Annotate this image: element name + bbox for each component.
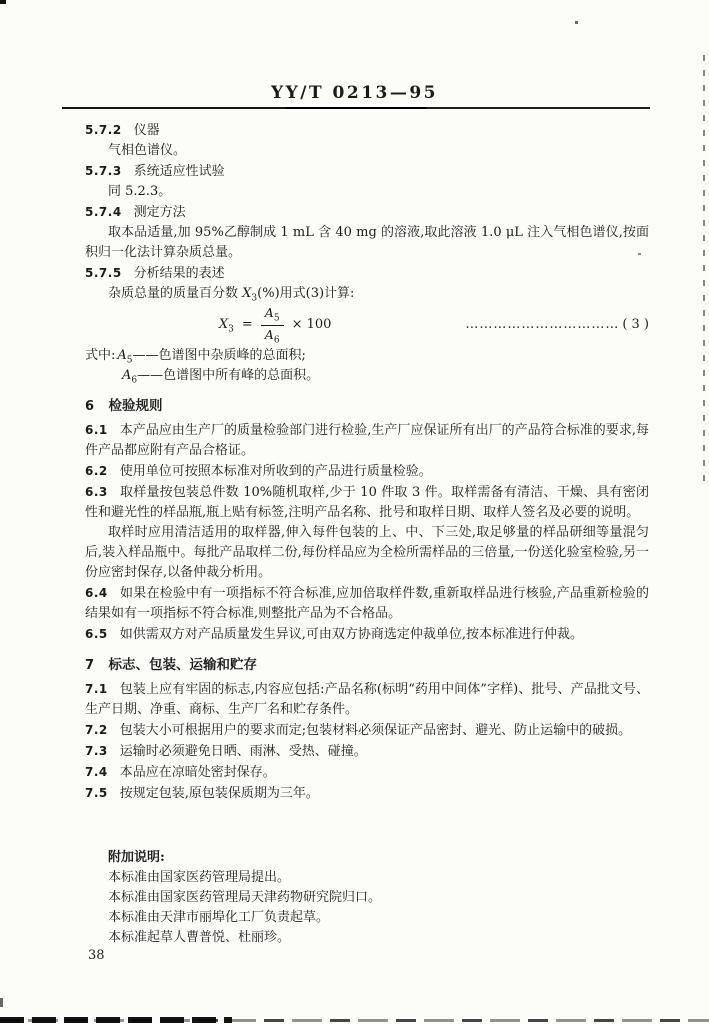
clause-5-7-2-body: 气相色谱仪。: [108, 143, 187, 158]
clause-text: 本品应在凉暗处密封保存。: [119, 765, 276, 780]
clause-number: 7.2: [85, 723, 108, 737]
additional-notes-title: 附加说明:: [108, 850, 165, 865]
clause-text: 如果在检验中有一项指标不符合标准,应加倍取样件数,重新取样品进行核验,产品重新检验的结果如有一项指标不符合标准,则整批产品为不合格品。: [85, 586, 649, 621]
standard-code-header: YY/T 0213—95: [270, 83, 439, 103]
page-number: 38: [88, 948, 105, 963]
equation-number: ( 3 ): [622, 317, 649, 332]
variable-a-subscript: 6: [273, 335, 280, 345]
formula-lhs: [219, 315, 234, 335]
clause-text: 取样量按包装总件数 10%随机取样,少于 10 件取 3 件。取样需备有清洁、干燥、具有密闭性和避光性的样品瓶,瓶上贴有标签,注明产品名称、批号和取样日期、取样人签名及必要的说明。: [85, 485, 649, 520]
where-label: 式中:: [85, 348, 116, 363]
scan-edge-right: [703, 55, 705, 485]
clause-number: 7.1: [85, 682, 108, 696]
clause-text: 包装大小可根据用户的要求而定;包装材料必须保证产品密封、避光、防止运输中的破损。: [119, 723, 632, 738]
section-7-head: [85, 655, 649, 676]
clause-title: 分析结果的表述: [133, 266, 225, 281]
section-number: 7: [85, 658, 95, 673]
clause-5-7-2-head: [85, 120, 649, 141]
variable-a-subscript: 5: [126, 355, 133, 366]
clause-text: 按规定包装,原包装保质期为三年。: [119, 786, 319, 801]
clause-number: 7.5: [85, 786, 108, 800]
variable-x: X: [218, 317, 229, 332]
fraction: [261, 305, 284, 345]
clause-6-2: [85, 461, 649, 482]
formula-legend-line-1: [85, 346, 649, 366]
clause-5-7-5-intro: [85, 284, 649, 304]
formula-expression: [85, 305, 465, 345]
clause-text: 包装上应有牢固的标志,内容应包括:产品名称(标明“药用中间体”字样)、批号、产品批文号、生产日期、净重、商标、生产厂名和贮存条件。: [85, 682, 649, 717]
clause-5-7-4-body: 取本品适量,加 95%乙醇制成 1 mL 含 40 mg 的溶液,取此溶液 1.0 μL 注入气相色谱仪,按面积归一化法计算杂质总量。: [85, 225, 649, 260]
scan-mark-left: [0, 998, 3, 1007]
variable-a: A: [264, 305, 274, 320]
clause-title: 仪器: [133, 123, 160, 138]
scan-edge-bottom-left: [0, 1017, 232, 1023]
fraction-numerator: [261, 305, 284, 326]
clause-5-7-5-head: [85, 263, 649, 284]
clause-number: 7.4: [85, 765, 108, 779]
clause-number: 6.5: [85, 627, 108, 641]
additional-note-line: 本标准由国家医药管理局天津药物研究院归口。: [108, 890, 382, 905]
section-6-head: [85, 396, 649, 417]
additional-note-line: 本标准起草人曹普悦、杜丽珍。: [108, 930, 291, 945]
legend-description: ——色谱图中所有峰的总面积。: [137, 368, 320, 383]
clause-number: 5.7.2: [85, 123, 122, 137]
fraction-denominator: [265, 326, 280, 346]
clause-title: 系统适应性试验: [133, 164, 225, 179]
variable-a-subscript: 5: [273, 313, 280, 324]
clause-text: 使用单位可按照本标准对所收到的产品进行质量检验。: [119, 464, 432, 479]
header-rule: [62, 107, 650, 109]
dot-leader: ……………………………: [465, 317, 620, 332]
clause-7-4: [85, 762, 649, 783]
clause-text: 运输时必须避免日晒、雨淋、受热、碰撞。: [119, 744, 367, 759]
clause-title: 测定方法: [133, 205, 186, 220]
clause-6-4: [85, 583, 649, 624]
clause-7-5: [85, 783, 649, 804]
scan-speck: [575, 21, 578, 24]
formula-3: [85, 304, 649, 346]
variable-x-subscript: 3: [228, 324, 234, 335]
clause-text: 如供需双方对产品质量发生异议,可由双方协商选定仲裁单位,按本标准进行仲裁。: [119, 627, 584, 642]
clause-5-7-4-head: [85, 202, 649, 223]
section-number: 6: [85, 399, 95, 414]
variable-x: X: [242, 286, 252, 301]
clause-6-3: [85, 482, 649, 523]
scan-corner-mark: [0, 0, 6, 4]
variable-a: A: [122, 368, 132, 383]
clause-5-7-3-body: 同 5.2.3。: [108, 184, 172, 199]
clause-number: 6.2: [85, 464, 108, 478]
clause-number: 7.3: [85, 744, 108, 758]
clause-5-7-3-head: [85, 161, 649, 182]
clause-number: 5.7.5: [85, 266, 122, 280]
clause-7-2: [85, 720, 649, 741]
equals-sign: =: [241, 317, 253, 332]
variable-a: A: [264, 326, 274, 342]
clause-text: 本产品应由生产厂的质量检验部门进行检验,生产厂应保证所有出厂的产品符合标准的要求,每件产品都应附有产品合格证。: [85, 423, 649, 458]
section-title: 标志、包装、运输和贮存: [108, 657, 258, 673]
page-body: [85, 120, 649, 948]
variable-x-subscript: 3: [251, 293, 258, 304]
clause-number: 5.7.4: [85, 205, 122, 219]
clause-6-3-continuation: 取样时应用清洁适用的取样器,伸入每件包装的上、中、下三处,取足够量的样品研细等量混匀后,装入样品瓶中。每批产品取样二份,每份样品应为全检所需样品的三倍量,一份送化验室检验,另一份应密封保存,以备仲裁分析用。: [85, 525, 649, 580]
variable-a-subscript: 6: [131, 375, 138, 386]
section-title: 检验规则: [108, 398, 163, 414]
clause-6-1: [85, 420, 649, 461]
clause-number: 6.3: [85, 485, 108, 499]
legend-description: ——色谱图中杂质峰的总面积;: [132, 348, 306, 363]
additional-note-line: 本标准由天津市丽埠化工厂负责起草。: [108, 910, 330, 925]
variable-a: A: [117, 348, 127, 363]
times-100: × 100: [291, 317, 332, 332]
additional-note-line: 本标准由国家医药管理局提出。: [108, 870, 291, 885]
clause-7-1: [85, 679, 649, 720]
clause-number: 6.4: [85, 586, 108, 600]
intro-text: (%)用式(3)计算:: [257, 286, 355, 301]
clause-number: 5.7.3: [85, 164, 122, 178]
intro-text: 杂质总量的质量百分数: [108, 286, 243, 301]
clause-7-3: [85, 741, 649, 762]
formula-legend-line-2: [85, 366, 649, 386]
clause-number: 6.1: [85, 423, 108, 437]
additional-notes: [85, 848, 649, 948]
clause-6-5: [85, 624, 649, 645]
